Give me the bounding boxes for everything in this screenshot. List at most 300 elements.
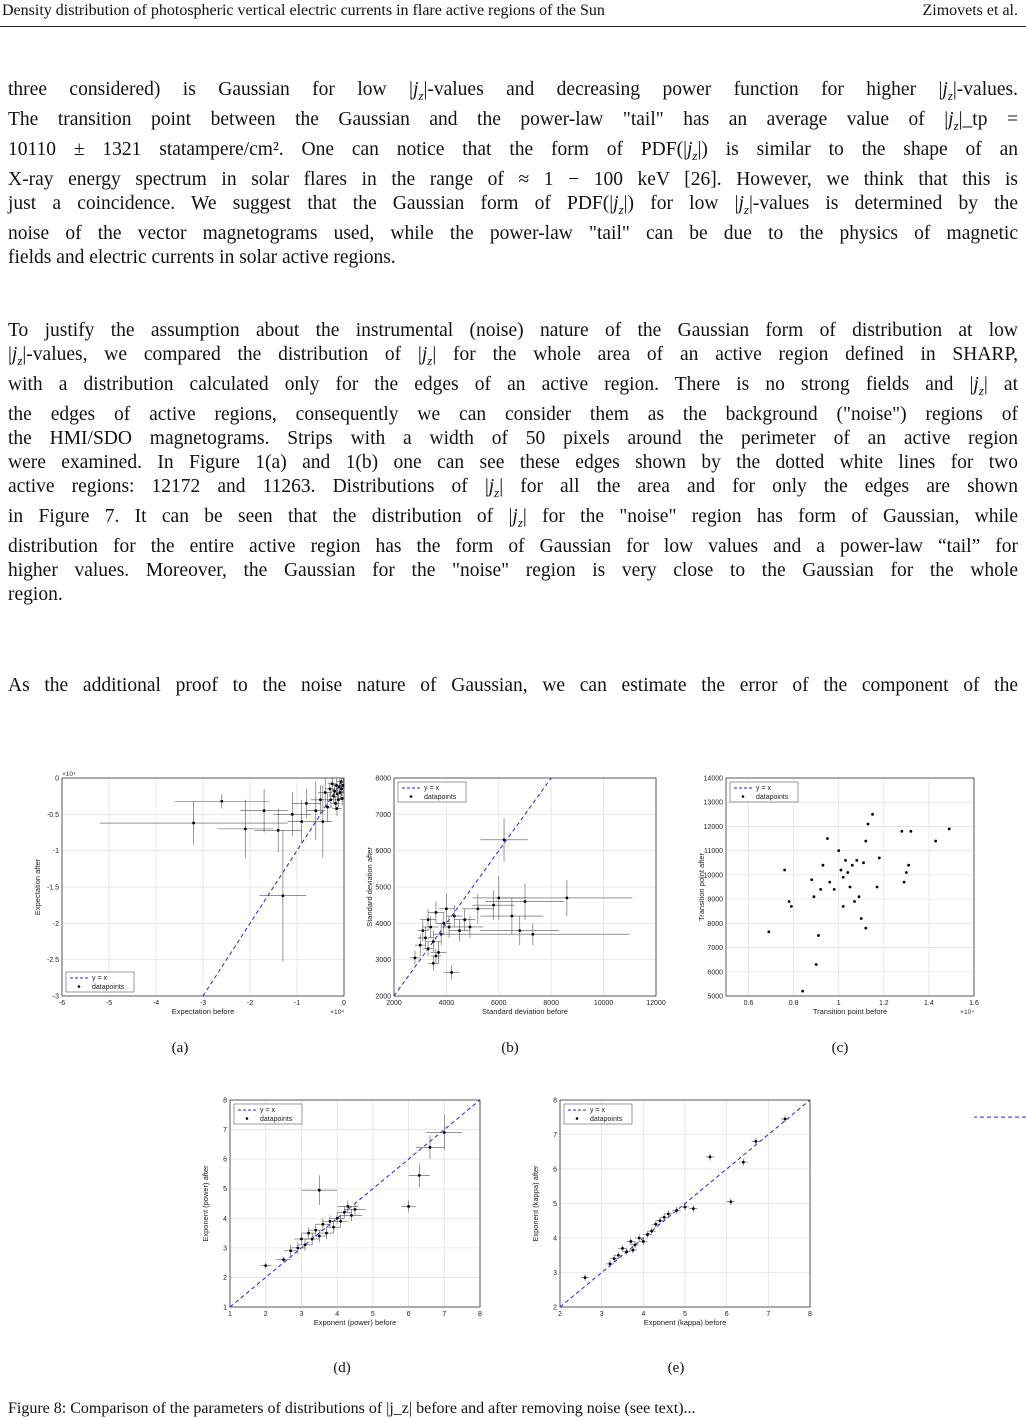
x-tick-label: 2000 — [386, 1000, 402, 1007]
data-point — [813, 895, 816, 898]
text-line: in Figure 7. It can be seen that the distribution of $|j_z|$ for the "noise" region has form of Gaussian, while — [8, 505, 1018, 530]
x-tick-label: -1 — [293, 1000, 301, 1007]
data-point — [321, 820, 324, 823]
data-point — [321, 1223, 324, 1226]
x-tick-label: 8 — [478, 1311, 482, 1318]
y-axis-label: Exponent (power) after — [201, 1165, 210, 1242]
x-axis-label: Expectation before — [171, 1007, 235, 1016]
data-point — [497, 897, 500, 900]
data-point — [819, 888, 822, 891]
data-point — [667, 1212, 670, 1215]
x-tick-label: 2 — [263, 1311, 268, 1318]
data-point — [518, 929, 521, 932]
data-point — [325, 1232, 328, 1235]
text-line: To justify the assumption about the instrumental (noise) nature of the Gaussian form of distribution at low — [8, 320, 1018, 341]
legend-point-label: datapoints — [756, 794, 789, 801]
data-point — [432, 962, 435, 965]
data-point — [443, 1131, 446, 1134]
data-point — [326, 806, 329, 809]
data-point — [864, 927, 867, 930]
data-point — [314, 1229, 317, 1232]
data-point — [414, 956, 417, 959]
math-subscript: z — [17, 352, 23, 368]
data-point — [427, 947, 430, 950]
y-axis-label: Transition point after — [697, 852, 706, 922]
text-line: the edges of active regions, consequently we can consider them as the background ("noise") regions of — [8, 403, 1018, 425]
data-point — [418, 1174, 421, 1177]
y-tick-label: 4000 — [375, 920, 391, 928]
data-point — [842, 905, 845, 908]
data-point — [291, 813, 294, 816]
text-line: The transition point between the Gaussian and the power-law "tail" has an average value of $|j_z|\_tp$ = — [8, 108, 1018, 133]
x-tick-label: 8 — [808, 1311, 812, 1318]
text-line: just a coincidence. We suggest that the Gaussian form of $PDF(|j_z|)$ for low $|j_z|$-values is determined by the — [8, 192, 1018, 217]
y-tick-label: -0.5 — [46, 811, 59, 819]
data-point — [319, 798, 322, 801]
running-header — [0, 0, 1026, 27]
text-line: region. — [8, 583, 63, 605]
math-symbol: j — [687, 138, 693, 160]
data-point — [609, 1262, 612, 1265]
caption-e: (e) — [667, 1360, 685, 1376]
data-point — [244, 827, 247, 830]
paragraph-3 — [8, 674, 1018, 698]
data-point — [448, 926, 451, 929]
data-point — [264, 1264, 267, 1267]
data-point — [754, 1140, 757, 1143]
data-point — [858, 895, 861, 898]
legend-line-label: y = x — [590, 1107, 605, 1114]
data-point — [584, 1276, 587, 1279]
running-authors: Zimovets et al. — [922, 2, 1018, 19]
text-line: noise of the vector magnetograms used, while the power-law "tail" can be due to the physics of magnetic — [8, 222, 1018, 244]
data-point — [815, 963, 818, 966]
data-point — [783, 869, 786, 872]
data-point — [329, 788, 332, 791]
data-point — [632, 1249, 635, 1252]
y-tick-label: 6000 — [375, 848, 391, 856]
text-line: three considered) is Gaussian for low $|j_z|$-values and decreasing power function for higher $|j_z|$-values. — [8, 79, 1018, 103]
data-point — [341, 797, 344, 800]
legend-line-label: y = x — [260, 1107, 275, 1114]
data-point — [435, 955, 438, 958]
data-point — [767, 930, 770, 933]
x-tick-label: 6 — [724, 1311, 729, 1318]
math-symbol: j — [738, 192, 744, 214]
plot-c — [690, 770, 988, 1016]
data-point — [407, 1205, 410, 1208]
text-line: active regions: 12172 and 11263. Distributions of $|j_z|$ for all the area and for only the edges are shown — [8, 475, 1019, 500]
text-line: higher values. Moreover, the Gaussian for the "noise" region is very close to the Gaussian for the whole — [8, 559, 1018, 581]
legend-point-label: datapoints — [590, 1116, 623, 1123]
data-point — [419, 944, 422, 947]
data-point — [860, 917, 863, 920]
math-symbol: j — [412, 79, 419, 100]
x-tick-label: 10000 — [593, 1000, 614, 1007]
y-tick-label: 9000 — [707, 896, 723, 904]
x-tick-label: 6000 — [491, 1000, 507, 1007]
math-subscript: z — [743, 201, 749, 217]
x-tick-label: 1.4 — [924, 1000, 934, 1007]
x-tick-label: -6 — [58, 1000, 66, 1007]
data-point — [282, 1258, 285, 1261]
data-point — [621, 1247, 624, 1250]
x-tick-label: 3 — [599, 1311, 604, 1318]
x-axis-label: Standard deviation before — [482, 1007, 568, 1016]
text-line: were examined. In Figure 1(a) and 1(b) one can see these edges shown by the dotted white lines for two — [8, 451, 1018, 473]
data-point — [318, 1235, 321, 1238]
y-tick-label: 14000 — [703, 775, 723, 783]
data-point — [837, 849, 840, 852]
y-tick-label: 5 — [553, 1201, 557, 1208]
plot-a — [30, 770, 346, 1016]
data-point — [337, 798, 340, 801]
y-axis-label: Exponent (kappa) after — [531, 1165, 540, 1242]
x-tick-label: -2 — [246, 1000, 254, 1007]
y-tick-label: -3 — [52, 993, 59, 1001]
data-point — [339, 791, 342, 794]
legend-line-label: y = x — [756, 785, 771, 792]
data-point — [646, 1233, 649, 1236]
data-point — [324, 791, 327, 794]
data-point — [277, 829, 280, 832]
x-axis-label: Exponent (kappa) before — [643, 1318, 727, 1327]
data-point — [220, 800, 223, 803]
y-tick-label: -1 — [52, 848, 59, 856]
data-point — [625, 1250, 628, 1253]
data-point — [511, 915, 514, 918]
y-tick-label: 13000 — [703, 799, 723, 807]
y-tick-label: 8 — [553, 1097, 557, 1105]
data-point — [909, 830, 912, 833]
x-tick-label: 2 — [558, 1311, 562, 1318]
data-point — [862, 861, 865, 864]
x-tick-label: 1 — [836, 1000, 841, 1007]
data-point — [307, 1232, 310, 1235]
y-tick-label: 4 — [553, 1235, 557, 1243]
data-point — [638, 1237, 641, 1240]
data-point — [334, 802, 337, 805]
math-subscript: z — [618, 201, 624, 217]
math-subscript: z — [947, 87, 953, 103]
math-symbol: j — [512, 505, 518, 527]
y-tick-label: 2 — [553, 1304, 557, 1312]
data-point — [524, 900, 527, 903]
data-point — [531, 933, 534, 936]
data-point — [429, 1146, 432, 1149]
y-tick-label: 6 — [223, 1156, 227, 1164]
data-point — [458, 929, 461, 932]
y-tick-label: 7 — [223, 1127, 227, 1135]
data-point — [437, 951, 440, 954]
math-subscript: z — [953, 117, 959, 133]
data-point — [339, 1220, 342, 1223]
plot-b — [360, 770, 666, 1016]
data-point — [333, 790, 336, 793]
data-point — [469, 926, 472, 929]
y-tick-label: 3 — [553, 1270, 557, 1277]
text-line: $|j_z|$-values, we compared the distribution of $|j_z|$ for the whole area of an active region defined in SHARP, — [8, 344, 1018, 368]
text-line: with a distribution calculated only for the edges of an active region. There is no strong fields and $|j_z|$ at — [8, 373, 1018, 398]
data-point — [840, 869, 843, 872]
math-symbol: j — [973, 373, 979, 395]
data-point — [342, 784, 345, 787]
data-point — [844, 859, 847, 862]
data-point — [566, 897, 569, 900]
x-tick-label: 7 — [442, 1311, 447, 1318]
data-point — [492, 904, 495, 907]
data-point — [851, 864, 854, 867]
data-point — [311, 1238, 314, 1241]
data-point — [855, 859, 858, 862]
math-subscript: z — [494, 484, 500, 500]
text-line: 10110 ± 1321 statampere/cm². One can notice that the form of $PDF(|j_z|)$ is similar to the shape of an — [8, 138, 1018, 163]
data-point — [336, 807, 339, 810]
data-point — [346, 1205, 349, 1208]
x-tick-label: 0 — [342, 1000, 346, 1007]
data-point — [463, 918, 466, 921]
caption-a: (a) — [171, 1040, 189, 1056]
data-point — [826, 837, 829, 840]
data-point — [817, 934, 820, 937]
y-tick-label: 1 — [223, 1304, 227, 1312]
y-axis-label: Expectation after — [33, 858, 42, 916]
math-symbol: j — [613, 192, 619, 214]
data-point — [709, 1156, 712, 1159]
data-point — [742, 1161, 745, 1164]
data-point — [340, 780, 343, 783]
data-point — [300, 820, 303, 823]
caption-d: (d) — [333, 1360, 351, 1376]
x-tick-label: 1.6 — [969, 1000, 979, 1007]
math-symbol: j — [948, 108, 954, 130]
data-point — [354, 1208, 357, 1211]
y-tick-label: 5000 — [375, 884, 391, 892]
data-point — [192, 822, 195, 825]
y-exponent-label: ×10⁴ — [62, 771, 76, 778]
y-equals-x-line — [974, 996, 1026, 1117]
y-tick-label: 10000 — [703, 872, 723, 880]
text-line: distribution for the entire active region has the form of Gaussian for low values and a power-law “tail” for — [8, 535, 1018, 557]
data-point — [871, 813, 874, 816]
data-point — [842, 876, 845, 879]
data-point — [654, 1223, 657, 1226]
y-tick-label: 8000 — [375, 775, 391, 783]
x-tick-label: 4000 — [438, 1000, 455, 1007]
math-symbol: j — [421, 344, 428, 365]
legend-line-label: y = x — [92, 975, 107, 982]
y-tick-label: -2.5 — [46, 957, 59, 965]
data-point — [331, 782, 334, 785]
data-point — [659, 1219, 662, 1222]
x-axis-label: Exponent (power) before — [313, 1318, 397, 1327]
text-line: As the additional proof to the noise nature of Gaussian, we can estimate the error of the component of the — [8, 675, 1018, 696]
data-point — [336, 1217, 339, 1220]
data-point — [828, 881, 831, 884]
y-tick-label: 12000 — [703, 823, 723, 831]
figure-caption-partial: Figure 8: Comparison of the parameters of distributions of |j_z| before and after removing noise (see text)... — [8, 1400, 696, 1417]
data-point — [476, 907, 479, 910]
y-tick-label: 2 — [223, 1274, 227, 1282]
legend-point-swatch — [576, 1117, 579, 1120]
math-subscript: z — [978, 382, 984, 398]
data-point — [332, 1226, 335, 1229]
data-point — [810, 878, 813, 881]
text-line: X-ray energy spectrum in solar flares in the range of ≈ 1 − 100 keV [26]. However, we think that this is — [8, 168, 1018, 190]
math-subscript: z — [692, 147, 698, 163]
y-tick-label: -2 — [52, 920, 59, 928]
data-point — [432, 940, 435, 943]
y-tick-label: 8 — [223, 1097, 227, 1105]
x-tick-label: 5 — [683, 1311, 687, 1318]
data-point — [846, 871, 849, 874]
legend-point-swatch — [246, 1117, 249, 1120]
data-point — [788, 900, 791, 903]
data-point — [905, 871, 908, 874]
data-point — [445, 907, 448, 910]
y-tick-label: 3000 — [375, 957, 391, 965]
data-point — [617, 1254, 620, 1257]
data-point — [790, 905, 793, 908]
data-point — [675, 1209, 678, 1212]
x-tick-label: 0.8 — [788, 1000, 799, 1007]
math-subscript: z — [517, 514, 523, 530]
data-point — [864, 840, 867, 843]
data-point — [684, 1206, 687, 1209]
data-point — [289, 1249, 292, 1252]
data-point — [613, 1257, 616, 1260]
x-tick-label: 7 — [766, 1311, 771, 1318]
data-point — [833, 888, 836, 891]
y-tick-label: 5000 — [707, 993, 723, 1001]
data-point — [296, 1246, 299, 1249]
paragraph-1 — [8, 78, 1018, 270]
y-tick-label: 6000 — [707, 969, 723, 977]
data-point — [503, 838, 506, 841]
data-point — [849, 886, 852, 889]
legend-point-label: datapoints — [424, 794, 457, 801]
data-point — [340, 788, 343, 791]
x-tick-label: -3 — [199, 1000, 207, 1007]
data-point — [329, 798, 332, 801]
y-tick-label: -1.5 — [46, 884, 59, 892]
text-line: fields and electric currents in solar active regions. — [8, 246, 396, 268]
x-tick-label: 0.6 — [743, 1000, 754, 1007]
data-point — [427, 918, 430, 921]
data-point — [629, 1240, 632, 1243]
x-tick-label: 8000 — [543, 1000, 559, 1007]
data-point — [900, 830, 903, 833]
data-point — [934, 840, 937, 843]
math-symbol: j — [488, 475, 495, 497]
y-tick-label: 6 — [553, 1166, 557, 1174]
data-point — [907, 864, 910, 867]
data-point — [650, 1230, 653, 1233]
data-point — [692, 1207, 695, 1210]
x-tick-label: 1 — [228, 1311, 232, 1318]
y-tick-label: 11000 — [704, 848, 723, 856]
data-point — [300, 1238, 303, 1241]
x-tick-label: -4 — [152, 1000, 160, 1007]
plot-e — [530, 1090, 820, 1325]
x-tick-label: 4 — [335, 1311, 340, 1318]
data-point — [903, 881, 906, 884]
data-point — [421, 929, 424, 932]
x-tick-label: 1.2 — [878, 1000, 889, 1007]
data-point — [304, 1244, 307, 1247]
y-tick-label: 7000 — [375, 811, 391, 819]
y-tick-label: 8000 — [707, 920, 723, 928]
caption-b: (b) — [501, 1040, 519, 1056]
y-tick-label: 7 — [553, 1132, 557, 1139]
data-point — [314, 809, 317, 812]
data-point — [329, 1220, 332, 1223]
data-point — [424, 936, 427, 939]
data-point — [642, 1240, 645, 1243]
y-tick-label: 3 — [223, 1245, 227, 1253]
data-point — [450, 971, 453, 974]
data-point — [867, 823, 870, 826]
data-point — [948, 827, 951, 830]
x-tick-label: 4 — [641, 1311, 646, 1318]
paragraph-2 — [8, 319, 1018, 607]
data-point — [876, 886, 879, 889]
x-tick-label: -5 — [105, 1000, 113, 1007]
legend-point-swatch — [410, 795, 413, 798]
x-tick-label: 6 — [406, 1311, 411, 1318]
data-point — [801, 990, 804, 993]
x-exponent-label: ×10⁴ — [330, 1009, 344, 1016]
data-point — [442, 922, 445, 925]
legend-point-swatch — [742, 795, 745, 798]
x-exponent-label: ×10⁴ — [960, 1009, 974, 1016]
y-tick-label: 7000 — [707, 945, 723, 953]
data-point — [350, 1214, 353, 1217]
data-point — [853, 900, 856, 903]
legend-point-label: datapoints — [260, 1116, 293, 1123]
x-tick-label: 12000 — [646, 1000, 666, 1007]
data-point — [784, 1118, 787, 1121]
running-title: Density distribution of photospheric vertical electric currents in flare active regions of the Sun — [2, 2, 605, 19]
data-point — [878, 857, 881, 860]
math-subscript: z — [427, 352, 433, 368]
data-point — [305, 802, 308, 805]
data-point — [453, 915, 456, 918]
data-point — [282, 894, 285, 897]
data-point — [822, 864, 825, 867]
x-tick-label: 3 — [299, 1311, 304, 1318]
y-tick-label: 0 — [55, 775, 59, 783]
y-tick-label: 4 — [223, 1215, 227, 1223]
legend-line-label: y = x — [424, 785, 439, 792]
legend-point-swatch — [78, 985, 81, 988]
math-symbol: j — [11, 344, 18, 365]
data-point — [634, 1244, 637, 1247]
data-point — [435, 911, 438, 914]
text-line: the HMI/SDO magnetograms. Strips with a width of 50 pixels around the perimeter of an active region — [8, 427, 1018, 449]
y-axis-label: Standard deviation after — [365, 847, 374, 927]
legend-point-label: datapoints — [92, 984, 125, 991]
data-point — [263, 809, 266, 812]
x-tick-label: 5 — [370, 1311, 375, 1318]
data-point — [335, 784, 338, 787]
data-point — [663, 1216, 666, 1219]
data-point — [729, 1200, 732, 1203]
x-axis-label: Transition point before — [812, 1007, 888, 1016]
y-tick-label: 2000 — [375, 993, 391, 1001]
math-symbol: j — [942, 79, 948, 100]
y-tick-label: 5 — [223, 1186, 227, 1194]
